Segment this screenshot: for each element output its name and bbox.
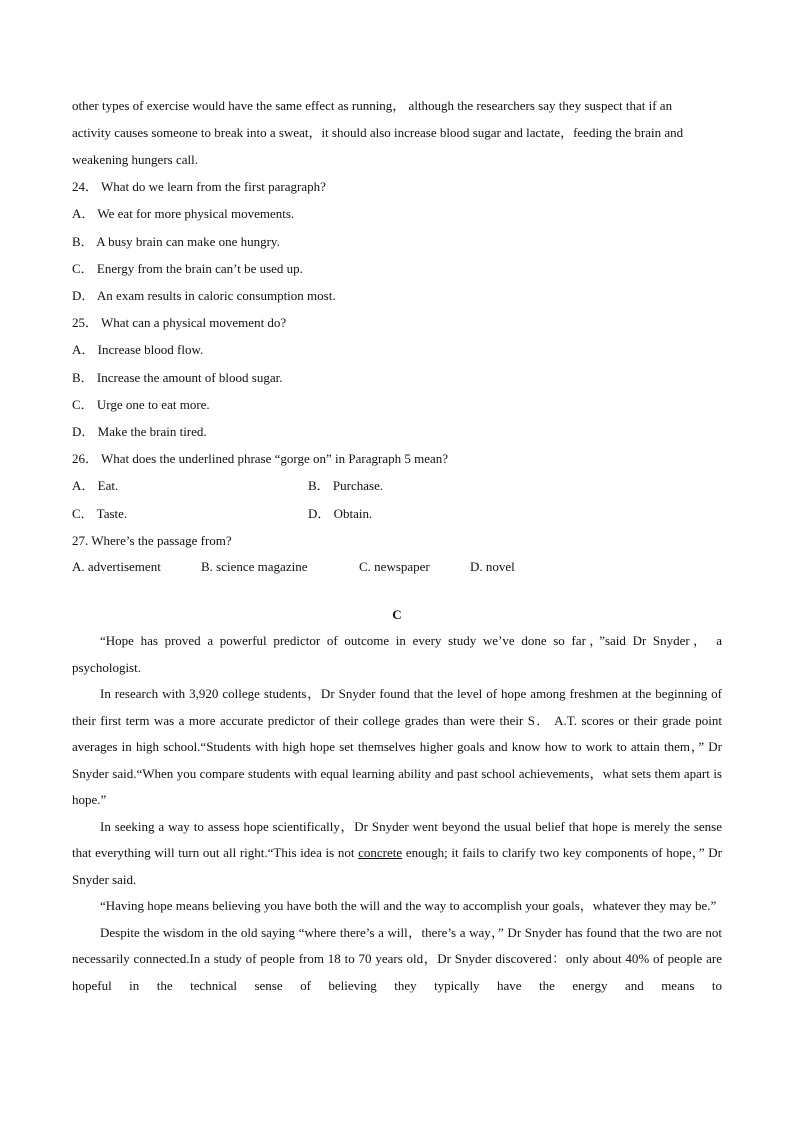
option-c: C． Urge one to eat more.	[72, 396, 210, 412]
option-b: B． Increase the amount of blood sugar.	[72, 369, 283, 385]
paragraph-3	[72, 814, 722, 894]
question-27	[72, 527, 722, 580]
underlined-word: concrete	[358, 845, 403, 861]
intro-line-2: activity causes someone to break into a sweat，it should also increase blood sugar and lactate，feeding the brain and	[72, 124, 684, 140]
intro-line-3: weakening hungers call.	[72, 152, 198, 167]
paragraph-4: “Having hope means believing you have both the will and the way to accomplish your goals，whatever they may be.”	[100, 898, 717, 914]
option-d: D． Obtain.	[308, 505, 373, 521]
options-row	[72, 554, 722, 580]
paragraph-3-start: In seeking a way to assess hope scientifically，Dr Snyder went beyond the usual belief that hope is merely the sense that everything will turn out all right.“This idea is not	[72, 818, 722, 861]
options-row-1	[72, 472, 722, 499]
question-stem: 25． What can a physical movement do?	[72, 315, 287, 331]
option-c: C． Taste.	[72, 505, 128, 521]
option-a: A． Increase blood flow.	[72, 342, 204, 358]
option-a: A． Eat.	[72, 478, 119, 494]
option-d: D． Make the brain tired.	[72, 424, 207, 440]
options-row-2	[72, 500, 722, 527]
question-26	[72, 445, 722, 527]
question-25	[72, 309, 722, 445]
paragraph-3-end: enough; it fails to clarify two key components of hope，” Dr Snyder said.	[72, 845, 722, 887]
question-stem: 27. Where’s the passage from?	[72, 532, 232, 548]
option-c: C. newspaper	[359, 559, 430, 575]
option-a: A. advertisement	[72, 559, 161, 575]
question-stem: 26． What does the underlined phrase “gorge on” in Paragraph 5 mean?	[72, 451, 449, 467]
option-b: B． Purchase.	[308, 478, 384, 494]
option-a: A． We eat for more physical movements.	[72, 206, 295, 222]
option-b: B． A busy brain can make one hungry.	[72, 233, 280, 249]
option-c: C． Energy from the brain can’t be used up.	[72, 260, 303, 276]
section-heading: C	[392, 607, 402, 623]
intro-passage-end	[72, 93, 722, 173]
paragraph-2: In research with 3,920 college students，Dr Snyder found that the level of hope among freshmen at the beginning of their first term was a more accurate predictor of their college grades than were their S． A.T. scores or their grade point averages in high school.“Students with high hope set themselves higher goals and know how to work to attain them，” Dr Snyder said.“When you compare students with equal learning ability and past school achievements，what sets them apart is hope.”	[72, 686, 722, 808]
page-content	[72, 93, 722, 999]
question-stem: 24． What do we learn from the first paragraph?	[72, 179, 326, 195]
option-d: D. novel	[470, 559, 515, 575]
option-d: D． An exam results in caloric consumption most.	[72, 288, 336, 304]
passage-c	[72, 628, 722, 999]
intro-line-1: other types of exercise would have the same effect as running， although the researchers say they suspect that if an	[72, 98, 673, 113]
question-24	[72, 173, 722, 309]
option-b: B. science magazine	[201, 559, 308, 575]
paragraph-5: Despite the wisdom in the old saying “where there’s a will，there’s a way，” Dr Snyder has found that the two are not necessarily connected.In a study of people from 18 to 70 years old，Dr Snyder discovered：only about 40% of people are hopeful in the technical sense of believing they typically have the energy and means to	[72, 924, 722, 993]
paragraph-1: “Hope has proved a powerful predictor of outcome in every study we’ve done so far，”said Dr Snyder， a psychologist.	[72, 633, 722, 675]
